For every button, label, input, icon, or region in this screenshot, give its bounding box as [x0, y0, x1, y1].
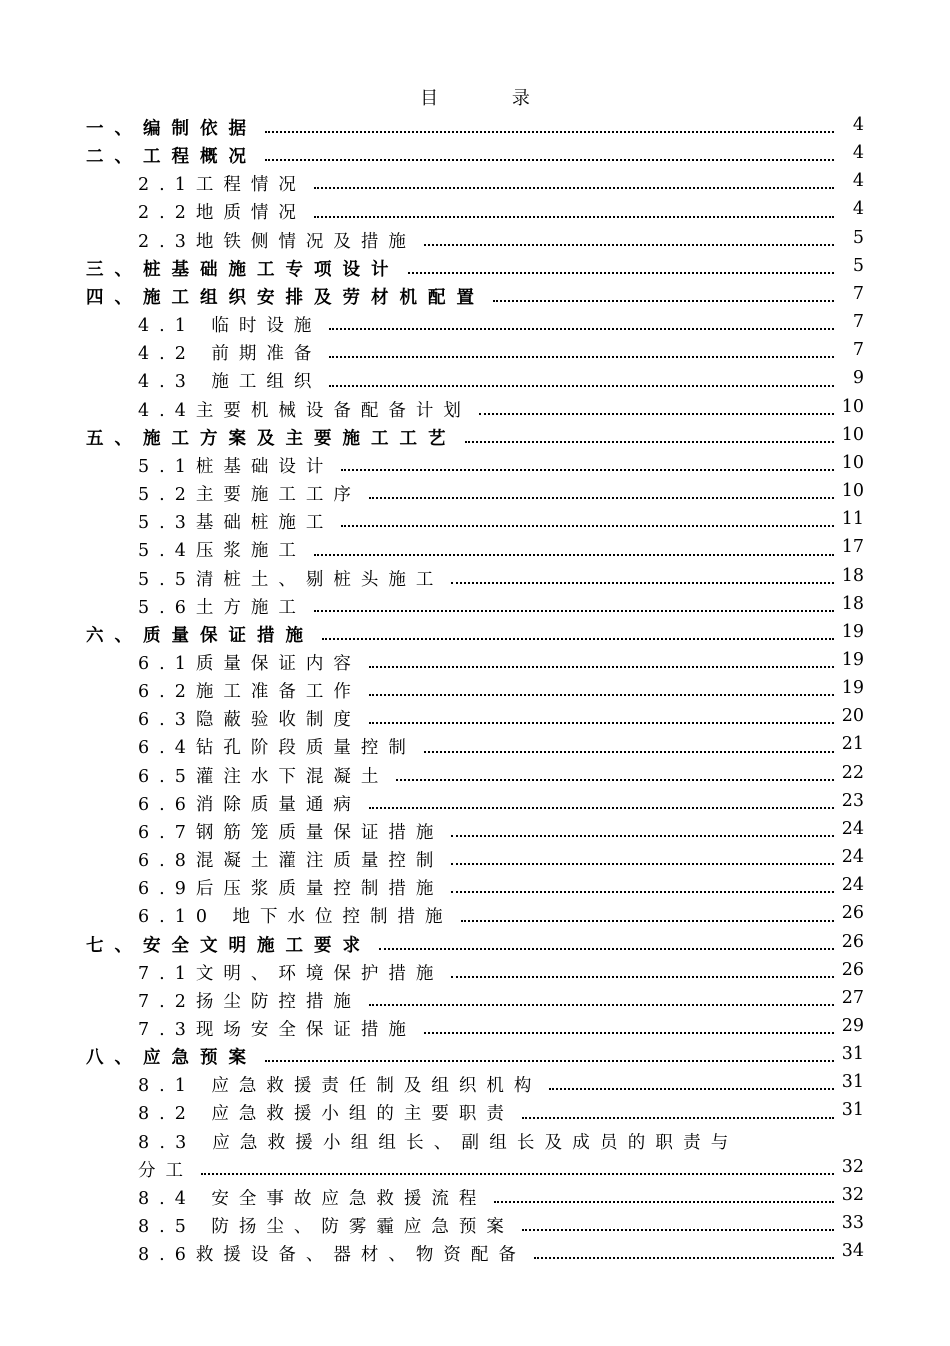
toc-entry-title: 5.6土方施工	[138, 597, 306, 618]
toc-entry[interactable]	[86, 647, 864, 675]
toc-entry[interactable]	[86, 506, 864, 534]
toc-page-number: 23	[841, 790, 864, 811]
dot-leader	[494, 1201, 834, 1203]
toc-page-number: 34	[841, 1241, 864, 1262]
dot-leader	[265, 131, 834, 133]
toc-entry-title: 7.1文明、环境保护措施	[138, 963, 444, 984]
toc-entry-title: 6.4钻孔阶段质量控制	[138, 738, 416, 759]
dot-leader	[369, 666, 834, 668]
toc-page-number: 24	[841, 875, 864, 896]
dot-leader	[329, 328, 834, 330]
toc-page-number: 7	[852, 340, 864, 361]
toc-page-number: 19	[841, 621, 864, 642]
dot-leader	[369, 807, 834, 809]
toc-entry[interactable]	[86, 703, 864, 731]
toc-entry[interactable]	[86, 365, 864, 393]
toc-page-number: 4	[852, 199, 864, 220]
toc-entry-title: 五、施工方案及主要施工工艺	[86, 428, 457, 449]
dot-leader	[479, 413, 834, 415]
toc-entry[interactable]	[86, 788, 864, 816]
dot-leader	[534, 1257, 834, 1259]
dot-leader	[451, 863, 834, 865]
toc-entry[interactable]	[86, 1238, 864, 1266]
toc-entry[interactable]	[86, 225, 864, 253]
toc-entry[interactable]	[86, 929, 864, 957]
toc-page-number: 7	[852, 283, 864, 304]
dot-leader	[341, 469, 834, 471]
dot-leader	[424, 1032, 834, 1034]
dot-leader	[369, 694, 834, 696]
toc-page-number: 10	[841, 452, 864, 473]
toc-entry-title: 三、桩基础施工专项设计	[86, 259, 400, 280]
toc-page-number: 26	[841, 903, 864, 924]
toc-entry-title: 4.1 临时设施	[138, 316, 322, 337]
dot-leader	[201, 1173, 834, 1175]
toc-entry-title: 2.3地铁侧情况及措施	[138, 231, 416, 252]
toc-entry-title: 6.9后压浆质量控制措施	[138, 879, 444, 900]
toc-page-number: 19	[841, 649, 864, 670]
toc-page-number: 20	[841, 706, 864, 727]
table-of-contents	[86, 112, 864, 1266]
toc-entry[interactable]	[86, 1154, 864, 1182]
toc-page-number: 26	[841, 931, 864, 952]
toc-page-number: 19	[841, 678, 864, 699]
toc-entry[interactable]	[86, 900, 864, 928]
toc-entry-title: 六、质量保证措施	[86, 625, 314, 646]
toc-page-number: 4	[852, 171, 864, 192]
dot-leader	[424, 751, 834, 753]
toc-entry-title: 分工	[138, 1160, 193, 1181]
toc-entry[interactable]	[86, 1182, 864, 1210]
dot-leader	[493, 300, 834, 302]
dot-leader	[314, 610, 834, 612]
toc-page-number: 31	[841, 1100, 864, 1121]
toc-page-number: 32	[841, 1184, 864, 1205]
toc-entry[interactable]	[86, 619, 864, 647]
toc-entry-title: 5.4压浆施工	[138, 541, 306, 562]
dot-leader	[424, 244, 834, 246]
toc-entry-title: 一、编制依据	[86, 119, 257, 139]
toc-page-number: 31	[841, 1044, 864, 1065]
toc-page-number: 22	[841, 762, 864, 783]
toc-page-number: 33	[841, 1213, 864, 1234]
toc-entry-title: 5.1桩基础设计	[138, 456, 334, 477]
dot-leader	[522, 1117, 834, 1119]
toc-entry-title: 八、应急预案	[86, 1048, 257, 1069]
toc-entry[interactable]	[86, 591, 864, 619]
toc-entry-title: 6.3隐蔽验收制度	[138, 710, 361, 731]
dot-leader	[461, 920, 834, 922]
toc-page-number: 10	[841, 396, 864, 417]
toc-entry-title: 四、施工组织安排及劳材机配置	[86, 287, 485, 308]
toc-entry-title: 二、工程概况	[86, 147, 257, 168]
toc-page-number: 5	[852, 255, 864, 276]
toc-entry[interactable]	[86, 563, 864, 591]
toc-entry[interactable]	[86, 168, 864, 196]
toc-entry[interactable]	[86, 1013, 864, 1041]
toc-entry-title: 6.7钢筋笼质量保证措施	[138, 822, 444, 843]
toc-entry[interactable]	[86, 337, 864, 365]
toc-page-number: 10	[841, 481, 864, 502]
toc-entry[interactable]	[86, 731, 864, 759]
toc-entry-title: 5.2主要施工工序	[138, 485, 361, 506]
dot-leader	[549, 1088, 834, 1090]
toc-page-number: 11	[841, 509, 864, 530]
dot-leader	[379, 948, 834, 950]
toc-page-number: 18	[841, 565, 864, 586]
dot-leader	[322, 638, 834, 640]
toc-entry-title: 6.2施工准备工作	[138, 682, 361, 703]
toc-entry[interactable]	[86, 394, 864, 422]
toc-page-number: 24	[841, 847, 864, 868]
toc-entry[interactable]	[86, 844, 864, 872]
toc-entry[interactable]	[86, 1210, 864, 1238]
toc-entry-title: 5.5清桩土、剔桩头施工	[138, 569, 444, 590]
toc-entry-title: 6.6消除质量通病	[138, 794, 361, 815]
toc-entry[interactable]	[86, 1126, 864, 1154]
toc-page-number: 17	[841, 537, 864, 558]
toc-entry[interactable]	[86, 1041, 864, 1069]
toc-entry[interactable]	[86, 816, 864, 844]
dot-leader	[369, 722, 834, 724]
dot-leader	[329, 356, 834, 358]
toc-entry-title: 8.4 安全事故应急救援流程	[138, 1188, 487, 1209]
toc-entry-title: 8.2 应急救援小组的主要职责	[138, 1104, 514, 1125]
toc-entry[interactable]	[86, 957, 864, 985]
dot-leader	[451, 891, 834, 893]
toc-entry[interactable]	[86, 760, 864, 788]
toc-entry-title: 6.5灌注水下混凝土	[138, 766, 389, 787]
toc-entry[interactable]	[86, 478, 864, 506]
toc-entry[interactable]	[86, 196, 864, 224]
toc-entry[interactable]	[86, 140, 864, 168]
toc-page-number: 21	[841, 734, 864, 755]
toc-entry[interactable]	[86, 309, 864, 337]
toc-page-number: 4	[852, 115, 864, 135]
toc-entry[interactable]	[86, 253, 864, 281]
dot-leader	[314, 216, 834, 218]
dot-leader	[451, 835, 834, 837]
toc-entry-title: 2.2地质情况	[138, 203, 306, 224]
dot-leader	[451, 976, 834, 978]
toc-entry-title: 7.2扬尘防控措施	[138, 991, 361, 1012]
toc-entry-title: 8.5 防扬尘、防雾霾应急预案	[138, 1217, 514, 1238]
toc-page-number: 27	[841, 987, 864, 1008]
toc-entry[interactable]	[86, 872, 864, 900]
dot-leader	[369, 1004, 834, 1006]
dot-leader	[369, 497, 834, 499]
toc-entry[interactable]	[86, 112, 864, 140]
toc-entry[interactable]	[86, 1069, 864, 1097]
toc-page-number: 26	[841, 959, 864, 980]
dot-leader	[265, 159, 834, 161]
toc-entry[interactable]	[86, 534, 864, 562]
dot-leader	[451, 582, 834, 584]
toc-entry[interactable]	[86, 281, 864, 309]
toc-entry-title: 8.6救援设备、器材、物资配备	[138, 1245, 526, 1266]
dot-leader	[314, 554, 834, 556]
dot-leader	[465, 441, 834, 443]
toc-page-number: 7	[852, 312, 864, 333]
toc-page-number: 32	[841, 1156, 864, 1177]
toc-entry[interactable]	[86, 675, 864, 703]
toc-entry-title: 8.1 应急救援责任制及组织机构	[138, 1076, 542, 1097]
toc-page-number: 9	[852, 368, 864, 389]
toc-entry-title: 4.3 施工组织	[138, 372, 322, 393]
toc-page-number: 24	[841, 818, 864, 839]
toc-entry-title: 2.1工程情况	[138, 175, 306, 196]
toc-entry[interactable]	[86, 985, 864, 1013]
toc-page-number: 29	[841, 1016, 864, 1036]
toc-entry-title: 6.10 地下水位控制措施	[138, 907, 453, 928]
toc-entry-title: 5.3基础桩施工	[138, 513, 334, 534]
toc-entry-title: 6.8混凝土灌注质量控制	[138, 851, 444, 872]
toc-entry-title: 4.2 前期准备	[138, 344, 322, 365]
page-title: 目 录	[420, 88, 564, 109]
toc-page-number: 10	[841, 424, 864, 445]
dot-leader	[522, 1229, 834, 1231]
dot-leader	[341, 525, 834, 527]
dot-leader	[408, 272, 834, 274]
toc-entry[interactable]	[86, 450, 864, 478]
dot-leader	[265, 1060, 834, 1062]
toc-entry-title: 6.1质量保证内容	[138, 653, 361, 674]
dot-leader	[314, 187, 834, 189]
toc-entry[interactable]	[86, 422, 864, 450]
toc-page-number: 5	[852, 227, 864, 248]
toc-entry-title: 8.3 应急救援小组组长、副组长及成员的职责与	[138, 1132, 739, 1153]
toc-page-number: 18	[841, 593, 864, 614]
toc-entry-title: 4.4主要机械设备配备计划	[138, 400, 471, 421]
toc-page-number: 4	[852, 143, 864, 164]
toc-entry-title: 七、安全文明施工要求	[86, 935, 371, 956]
dot-leader	[329, 385, 834, 387]
dot-leader	[396, 779, 834, 781]
toc-page-number: 31	[841, 1072, 864, 1093]
toc-entry-title: 7.3现场安全保证措施	[138, 1020, 416, 1040]
toc-entry[interactable]	[86, 1097, 864, 1125]
